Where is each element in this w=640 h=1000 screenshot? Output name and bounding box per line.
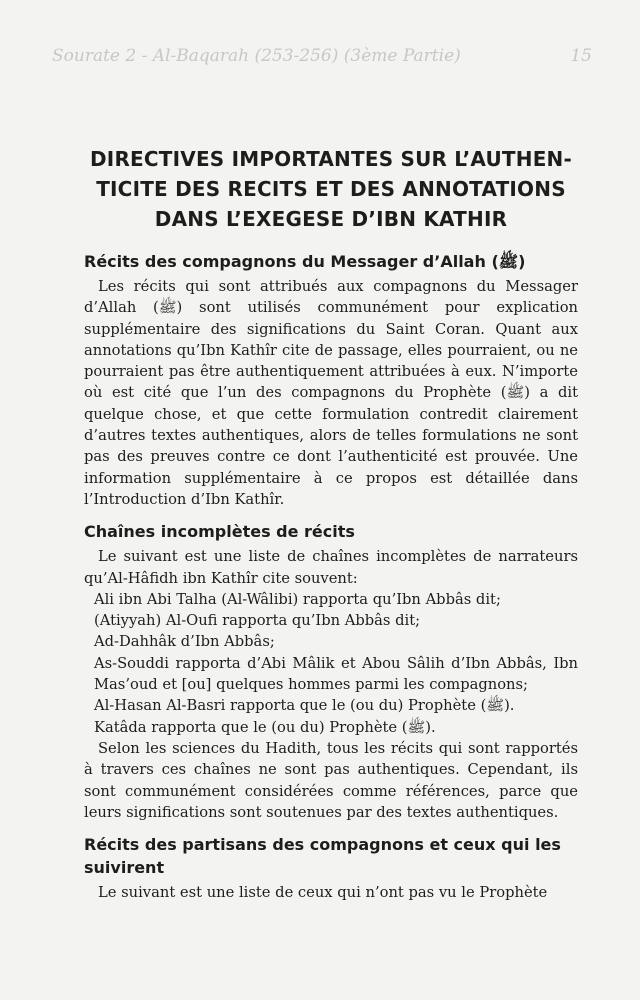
section-incomplete-chains — [84, 520, 578, 823]
page-number: 15 — [570, 46, 592, 66]
chain-item: (Atiyyah) Al-Oufi rapporta qu’Ibn Abbâs dit; — [94, 612, 421, 630]
page-body — [84, 100, 578, 913]
title-line: TICITE DES RECITS ET DES ANNOTATIONS — [96, 177, 566, 201]
chain-item: Katâda rapporta que le (ou du) Prophète (ﷺ). — [94, 718, 436, 736]
section-heading: Récits des partisans des compagnons et ceux qui les suivirent — [84, 835, 561, 878]
section-closing: Selon les sciences du Hadith, tous les récits qui sont rapportés à travers ces chaînes ne sont pas authentiques. Cependant, ils sont communément considérées comme références, parce que leurs significations sont soutenues par des textes authentiques. — [84, 739, 578, 821]
section-paragraph: Le suivant est une liste de ceux qui n’ont pas vu le Prophète — [98, 884, 548, 902]
chain-item: Ad-Dahhâk d’Ibn Abbâs; — [94, 633, 275, 651]
chain-item: Ali ibn Abi Talha (Al-Wâlibi) rapporta qu’Ibn Abbâs dit; — [94, 590, 501, 608]
section-successors — [84, 833, 578, 903]
section-paragraph: Les récits qui sont attribués aux compagnons du Messager d’Allah (ﷺ) sont utilisés communément pour explication supplémentaire des significations du Saint Coran. Quant aux annotations qu’Ibn Kathîr cite de passage, elles pourraient, ou ne pourraient pas être authentiquement attribuées à eux. N’importe où est cité que l’un des compagnons du Prophète (ﷺ) a dit quelque chose, et que cette formulation contredit clairement d’autres textes authentiques, alors de telles formulations ne sont pas des preuves contre ce dont l’authenticité est prouvée. Une information supplémentaire à ce propos est détaillée dans l’Introduction d’Ibn Kathîr. — [84, 278, 579, 508]
title-line: DIRECTIVES IMPORTANTES SUR L’AUTHEN- — [90, 147, 572, 171]
section-heading: Récits des compagnons du Messager d’Allah (ﷺ) — [84, 252, 526, 271]
section-intro: Le suivant est une liste de chaînes incomplètes de narrateurs qu’Al-Hâfidh ibn Kathîr cite souvent: — [84, 548, 578, 587]
section-companions — [84, 250, 578, 510]
chain-item: As-Souddi rapporta d’Abi Mâlik et Abou Sâlih d’Ibn Abbâs, Ibn Mas’oud et [ou] quelques hommes parmi les compagnons; — [94, 654, 578, 694]
chain-item: Al-Hasan Al-Basri rapporta que le (ou du) Prophète (ﷺ). — [94, 697, 515, 715]
running-header-title: Sourate 2 - Al-Baqarah (253-256) (3ème Partie) — [52, 46, 461, 66]
running-header — [52, 46, 592, 66]
page-title — [84, 144, 578, 234]
title-line: DANS L’EXEGESE D’IBN KATHIR — [154, 207, 508, 231]
section-heading: Chaînes incomplètes de récits — [84, 522, 355, 542]
